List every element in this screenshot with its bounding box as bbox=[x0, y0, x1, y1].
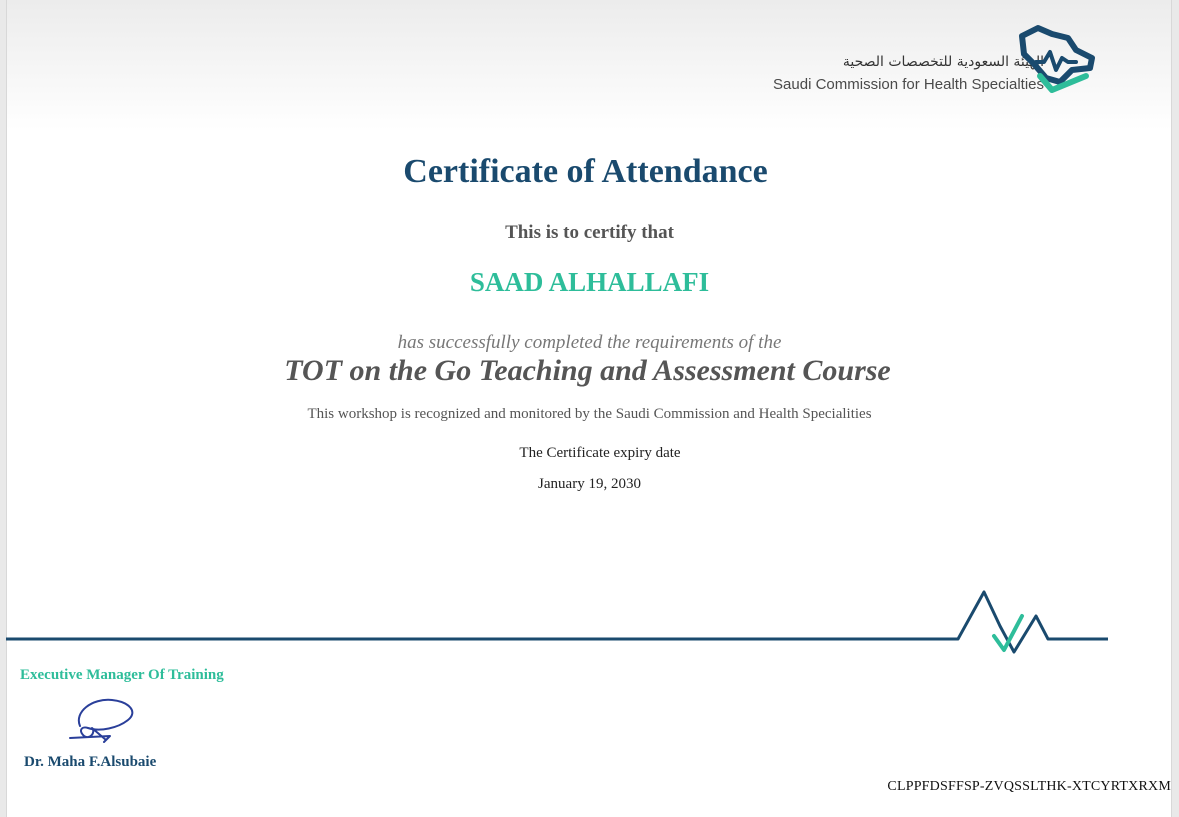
organization-logo bbox=[773, 24, 1140, 96]
signer-title: Executive Manager Of Training bbox=[20, 667, 224, 683]
certificate-title: Certificate of Attendance bbox=[403, 153, 768, 190]
verification-code: CLPPFDSFFSP-ZVQSSLTHK-XTCYRTXRXM bbox=[887, 779, 1171, 794]
completed-text: has successfully completed the requirements of the bbox=[397, 332, 782, 353]
org-name-arabic: الهيئة السعودية للتخصصات الصحية bbox=[842, 54, 1044, 70]
scfhs-logo-icon bbox=[1016, 24, 1100, 96]
recognition-text: This workshop is recognized and monitored by the Saudi Commission and Health Specialities bbox=[307, 406, 872, 422]
course-name: TOT on the Go Teaching and Assessment Course bbox=[284, 354, 891, 387]
signature-image bbox=[66, 694, 140, 746]
signer-name: Dr. Maha F.Alsubaie bbox=[24, 754, 157, 770]
pulse-divider bbox=[0, 580, 1179, 660]
certify-text: This is to certify that bbox=[505, 222, 674, 243]
recipient-name: SAAD ALHALLAFI bbox=[469, 267, 710, 297]
expiry-date: January 19, 2030 bbox=[538, 476, 641, 492]
org-name-english: Saudi Commission for Health Specialties bbox=[773, 76, 1044, 93]
expiry-label: The Certificate expiry date bbox=[519, 445, 681, 461]
